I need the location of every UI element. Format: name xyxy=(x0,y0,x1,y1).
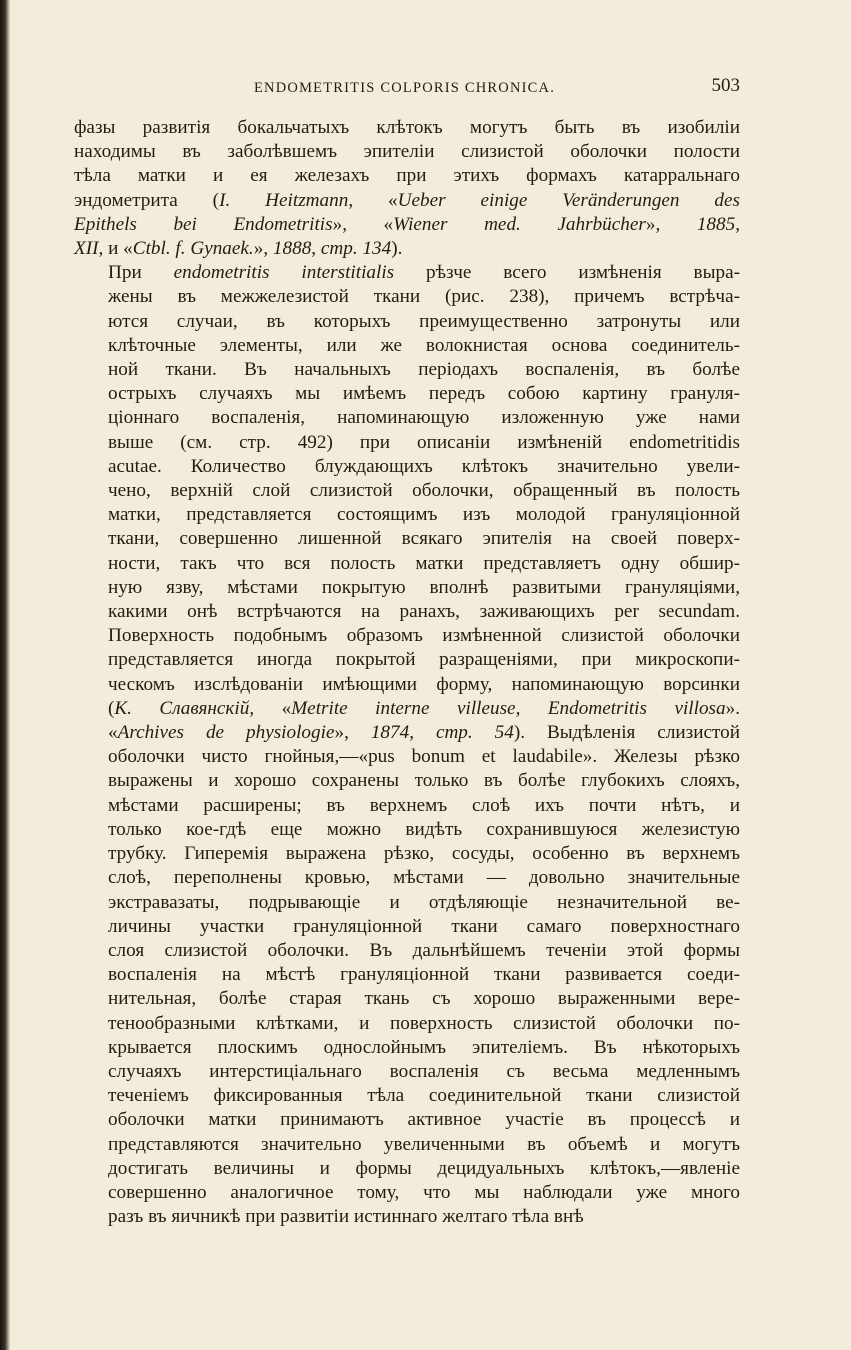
text-run: трубку. Гиперемія выражена рѣзко, сосуды, особенно въ верхнемъ xyxy=(108,843,740,865)
text-line xyxy=(74,1133,740,1157)
text-line xyxy=(74,673,740,697)
text-line xyxy=(74,455,740,479)
text-run: достигать величины и формы децидуальныхъ клѣтокъ,—явленіе xyxy=(108,1157,740,1179)
text-line xyxy=(74,237,740,261)
text-run: слоѣ, переполнены кровью, мѣстами — довольно значительные xyxy=(108,867,740,889)
text-run: ». xyxy=(725,697,740,719)
text-run: При xyxy=(108,262,174,284)
text-run: », xyxy=(645,213,697,235)
text-run: теченіемъ фиксированныя тѣла соединительной ткани слизистой xyxy=(108,1085,740,1107)
italic-text: Archives de physiologie xyxy=(117,722,335,744)
text-line xyxy=(74,721,740,745)
text-line xyxy=(74,769,740,793)
text-run: , « xyxy=(249,697,292,719)
text-line xyxy=(74,334,740,358)
text-line xyxy=(74,794,740,818)
text-line xyxy=(74,431,740,455)
text-line xyxy=(74,1012,740,1036)
text-line xyxy=(74,842,740,866)
text-run: жены въ межжелезистой ткани (рис. 238), причемъ встрѣча- xyxy=(108,286,740,308)
text-run: ную язву, мѣстами покрытую вполнѣ развитыми грануляціями, xyxy=(108,576,740,598)
text-run: представляется иногда покрытой разращеніями, при микроскопи- xyxy=(108,649,740,671)
text-run: только кое-гдѣ еще можно видѣть сохранившуюся железистую xyxy=(108,818,740,840)
italic-text: Ueber einige Veränderungen des xyxy=(397,189,741,211)
italic-text: стр. 54 xyxy=(435,722,514,744)
paragraph xyxy=(74,261,740,1229)
text-run: выражены и хорошо сохранены только въ болѣе глубокихъ слояхъ, xyxy=(108,770,740,792)
text-line xyxy=(74,915,740,939)
text-line xyxy=(74,1108,740,1132)
text-run: оболочки матки принимаютъ активное участіе въ процессѣ и xyxy=(108,1109,740,1131)
text-line xyxy=(74,503,740,527)
text-line xyxy=(74,576,740,600)
text-run: какими онѣ встрѣчаются на ранахъ, заживающихъ per secundam. xyxy=(108,601,740,623)
text-run: », « xyxy=(332,213,394,235)
text-run: нительная, болѣе старая ткань съ хорошо выраженными вере- xyxy=(108,988,740,1010)
text-run: , xyxy=(409,722,436,744)
italic-text: Wiener med. Jahrbücher xyxy=(393,213,646,235)
text-run: », xyxy=(253,238,273,260)
text-line xyxy=(74,648,740,672)
text-run: , и « xyxy=(98,238,133,260)
text-line xyxy=(74,189,740,213)
text-line xyxy=(74,382,740,406)
text-line xyxy=(74,358,740,382)
text-run: Поверхность подобнымъ образомъ измѣненной слизистой оболочки xyxy=(108,625,740,647)
text-run: тенообразными клѣтками, и поверхность слизистой оболочки по- xyxy=(108,1012,740,1034)
text-run: ). xyxy=(391,238,403,260)
italic-text: 1888 xyxy=(272,238,312,260)
text-line xyxy=(74,624,740,648)
text-line xyxy=(74,891,740,915)
text-run: находимы въ заболѣвшемъ эпителіи слизистой оболочки полости xyxy=(74,141,740,163)
text-line xyxy=(74,1181,740,1205)
text-line xyxy=(74,527,740,551)
text-run: эндометрита ( xyxy=(74,189,220,211)
body-text xyxy=(74,116,740,1229)
italic-text: Ctbl. f. Gynaek. xyxy=(132,238,254,260)
running-head-title: ENDOMETRITIS COLPORIS CHRONICA. xyxy=(254,80,556,96)
text-run: « xyxy=(108,722,118,744)
text-run: ціоннаго воспаленія, напоминающую изложенную уже нами xyxy=(108,407,740,429)
text-run: слоя слизистой оболочки. Въ дальнѣйшемъ теченіи этой формы xyxy=(108,939,740,961)
italic-text: Metrite interne villeuse, Endometritis villosa xyxy=(291,697,726,719)
text-line xyxy=(74,1060,740,1084)
text-run: экстравазаты, подрывающіе и отдѣляющіе незначительной ве- xyxy=(108,891,740,913)
text-line xyxy=(74,1084,740,1108)
text-run: фазы развитія бокальчатыхъ клѣтокъ могутъ быть въ изобиліи xyxy=(74,117,740,138)
text-run: острыхъ случаяхъ мы имѣемъ передъ собою картину грануля- xyxy=(108,383,740,405)
text-run: личины участки грануляціонной ткани самаго поверхностнаго xyxy=(108,915,740,937)
text-run: клѣточные элементы, или же волокнистая основа соединитель- xyxy=(108,334,740,356)
book-page xyxy=(74,72,740,1229)
text-run: », xyxy=(334,722,371,744)
text-line xyxy=(74,261,740,285)
text-run: ( xyxy=(108,697,115,719)
text-line xyxy=(74,697,740,721)
text-line xyxy=(74,600,740,624)
text-line xyxy=(74,1036,740,1060)
text-line xyxy=(74,406,740,430)
text-run: разъ въ яичникѣ при развитіи истиннаго желтаго тѣла внѣ xyxy=(108,1206,584,1228)
text-line xyxy=(74,1157,740,1181)
text-run: совершенно аналогичное тому, что мы наблюдали уже много xyxy=(108,1181,740,1203)
text-run: оболочки чисто гнойныя,—«pus bonum et laudabile». Железы рѣзко xyxy=(108,746,740,768)
paragraph xyxy=(74,116,740,261)
text-run: тѣла матки и ея железахъ при этихъ формахъ катарральнаго xyxy=(74,165,740,187)
text-run: ткани, совершенно лишенной всякаго эпителія на своей поверх- xyxy=(108,528,740,550)
italic-text: 1885, xyxy=(696,213,740,235)
text-line xyxy=(74,140,740,164)
italic-text: К. Славянскій xyxy=(114,697,250,719)
text-line xyxy=(74,213,740,237)
italic-text: Epithels bei Endometritis xyxy=(74,213,333,235)
text-run: ). Выдѣленія слизистой xyxy=(513,722,741,744)
italic-text: I. Heitzmann xyxy=(219,189,349,211)
text-line xyxy=(74,745,740,769)
text-line xyxy=(74,939,740,963)
text-line xyxy=(74,1205,740,1229)
text-line xyxy=(74,552,740,576)
text-line xyxy=(74,818,740,842)
text-run: рѣзче всего измѣненія выра- xyxy=(394,262,741,284)
text-run: матки, представляется состоящимъ изъ молодой грануляціонной xyxy=(108,504,740,526)
text-run: случаяхъ интерстиціальнаго воспаленія съ весьма медленнымъ xyxy=(108,1060,740,1082)
italic-text: 1874 xyxy=(370,722,410,744)
text-line xyxy=(74,310,740,334)
text-run: ной ткани. Въ начальныхъ періодахъ воспаленія, въ болѣе xyxy=(108,359,740,381)
page-binding-shadow xyxy=(0,0,10,1350)
italic-text: стр. 134 xyxy=(320,238,392,260)
text-line xyxy=(74,987,740,1011)
text-run: ческомъ изслѣдованіи имѣющими форму, напоминающую ворсинки xyxy=(108,673,740,695)
text-run: , xyxy=(311,238,321,260)
text-run: , « xyxy=(348,189,398,211)
italic-text: XII xyxy=(74,238,99,260)
text-run: крывается плоскимъ однослойнымъ эпителіемъ. Въ нѣкоторыхъ xyxy=(108,1036,740,1058)
text-line xyxy=(74,963,740,987)
text-run: ются случаи, въ которыхъ преимущественно затронуты или xyxy=(108,310,740,332)
text-run: представляются значительно увеличенными въ объемѣ и могутъ xyxy=(108,1133,740,1155)
page-number: 503 xyxy=(711,75,740,96)
text-run: чено, верхній слой слизистой оболочки, обращенный въ полость xyxy=(108,480,740,502)
text-line xyxy=(74,116,740,140)
text-line xyxy=(74,164,740,188)
running-head xyxy=(74,72,740,106)
text-run: acutae. Количество блуждающихъ клѣтокъ значительно увели- xyxy=(108,455,740,477)
text-line xyxy=(74,285,740,309)
italic-text: endometritis interstitialis xyxy=(173,262,395,284)
text-run: выше (см. стр. 492) при описаніи измѣненій endometritidis xyxy=(108,431,740,453)
text-run: воспаленія на мѣстѣ грануляціонной ткани развивается соеди- xyxy=(108,964,740,986)
text-run: ности, такъ что вся полость матки представляетъ одну обшир- xyxy=(108,552,740,574)
text-run: мѣстами расширены; въ верхнемъ слоѣ ихъ почти нѣтъ, и xyxy=(108,794,740,816)
text-line xyxy=(74,479,740,503)
text-line xyxy=(74,866,740,890)
